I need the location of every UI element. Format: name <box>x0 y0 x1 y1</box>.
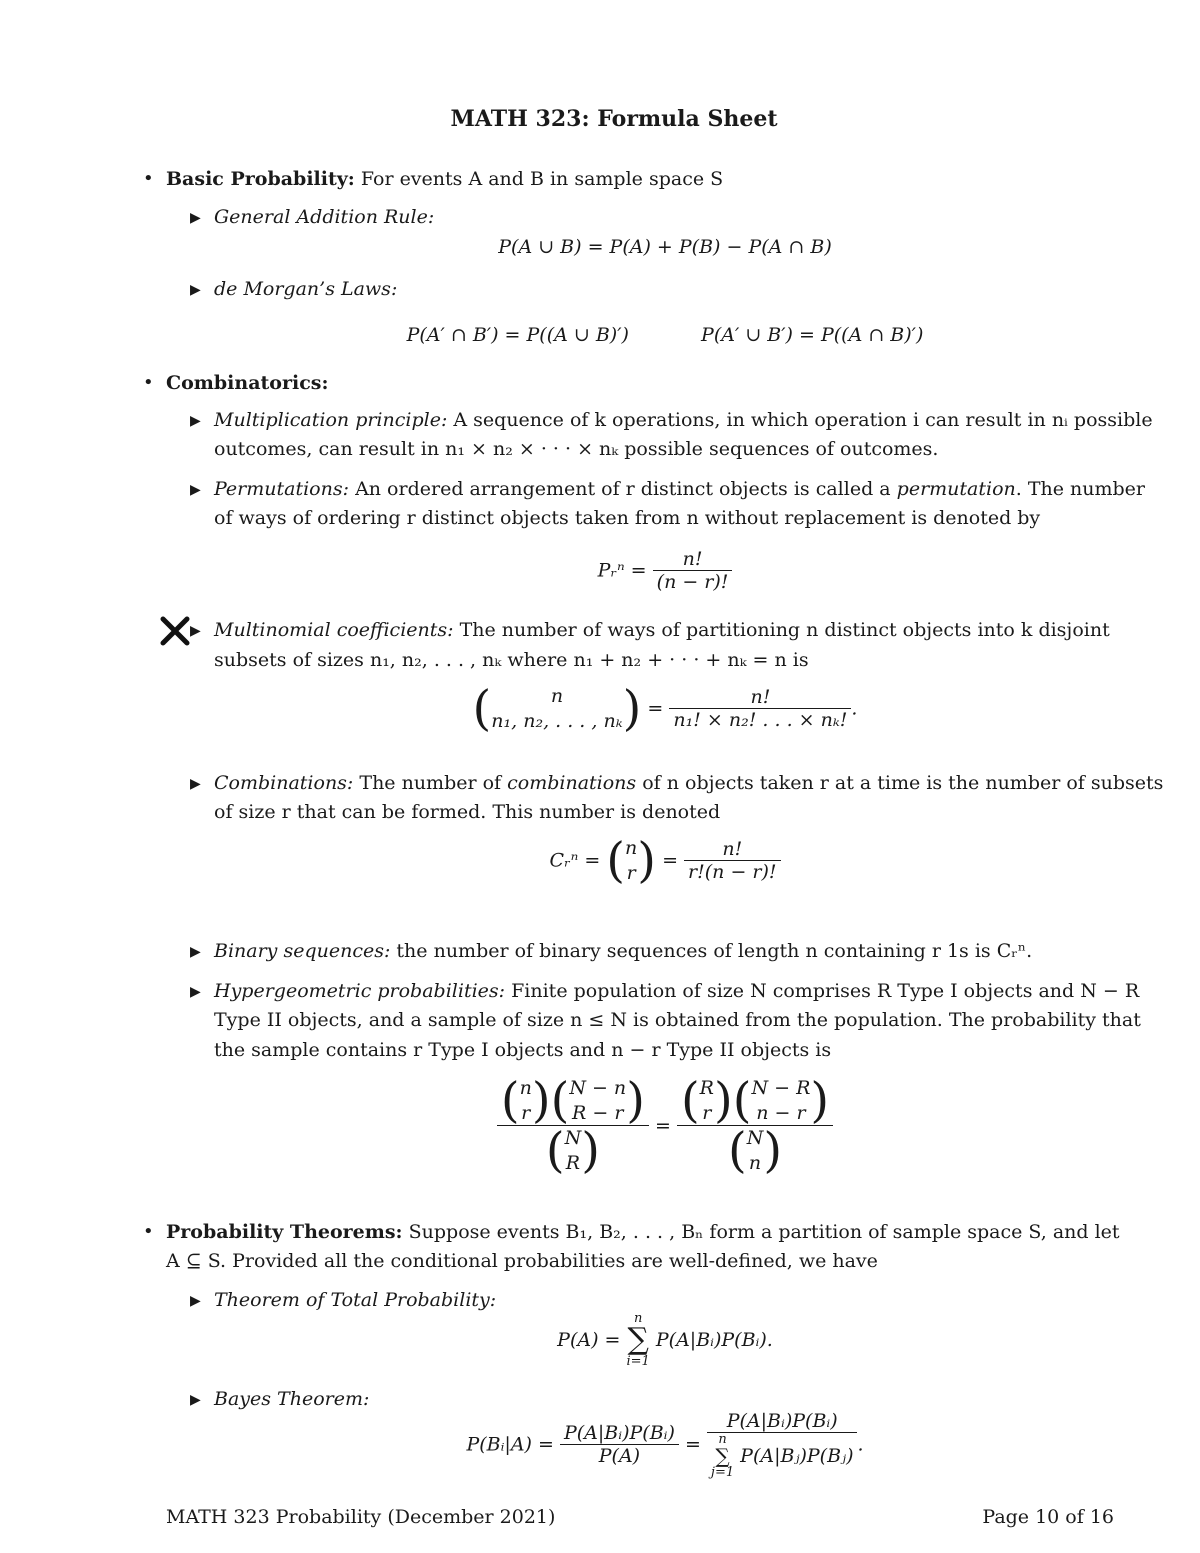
binary-sequences: Binary sequences: the number of binary sequences of length n containing r 1s is Cᵣⁿ. <box>214 940 1033 962</box>
mult-text-2: outcomes, can result in n₁ × n₂ × · · · × nₖ possible sequences of outcomes. <box>214 438 939 460</box>
multi-label: Multinomial coefficients: <box>214 619 454 641</box>
comb-formula: Cᵣⁿ = ( n r ) = $\frac{n!}{r!(n - r)!}$ <box>0 836 1200 885</box>
comb-label: Combinations: <box>214 772 354 794</box>
hyper-formula: ( n r )( N − n R − r ) ( N R ) = ( R r )( N − R n − r ) ( N n ) <box>0 1076 1200 1176</box>
comb-text-2: of size r that can be formed. This number is denoted <box>214 801 721 823</box>
bullet-combinatorics: • <box>143 372 154 393</box>
total-prob-formula: P(A) = n ∑ i=1 P(A|Bᵢ)P(Bᵢ). <box>557 1311 773 1369</box>
hyper-text-3: the sample contains r Type I objects and n − r Type II objects is <box>214 1039 832 1061</box>
perm-formula: Pᵣⁿ = $\frac{n!}{(n - r)!}$ <box>0 548 1200 593</box>
basic-intro: For events A and B in sample space S <box>360 168 724 190</box>
permutations: Permutations: An ordered arrangement of r distinct objects is called a permutation. The number <box>214 478 1146 500</box>
theorems-section: Probability Theorems: Suppose events B₁, B₂, . . . , Bₙ form a partition of sample space S, and let <box>166 1221 1120 1243</box>
arrow-icon: ▶ <box>190 984 201 1000</box>
combinations: Combinations: The number of combinations of n objects taken r at a time is the number of subsets <box>214 772 1164 794</box>
combinatorics-heading: Combinatorics: <box>166 372 329 394</box>
basic-section <box>166 168 723 190</box>
total-prob-label: Theorem of Total Probability: <box>214 1289 497 1311</box>
multi-text-2: subsets of sizes n₁, n₂, . . . , nₖ where n₁ + n₂ + · · · + nₖ = n is <box>214 649 809 671</box>
mult-principle <box>214 409 1153 431</box>
perm-text-2: of ways of ordering r distinct objects taken from n without replacement is denoted by <box>214 507 1041 529</box>
page-title: MATH 323: Formula Sheet <box>450 106 778 132</box>
multi-formula: ( n n₁, n₂, . . . , nₖ ) = $\frac{n!}{\text{n₁! × n₂! . . . × nₖ!}}$ . <box>472 680 858 737</box>
demorgan-label: de Morgan’s Laws: <box>214 278 398 300</box>
perm-label: Permutations: <box>214 478 350 500</box>
arrow-icon: ▶ <box>190 1293 201 1309</box>
bayes-label: Bayes Theorem: <box>214 1388 370 1410</box>
arrow-icon: ▶ <box>190 776 201 792</box>
footer-left: MATH 323 Probability (December 2021) <box>166 1506 556 1528</box>
addition-label: General Addition Rule: <box>214 206 435 228</box>
binary-label: Binary sequences: <box>214 940 391 962</box>
bullet-basic: • <box>143 168 154 189</box>
mult-label: Multiplication principle: <box>214 409 448 431</box>
theorems-intro-2: A ⊆ S. Provided all the conditional probabilities are well-defined, we have <box>166 1250 878 1272</box>
hyper-text-2: Type II objects, and a sample of size n ≤ N is obtained from the population. The probability that <box>214 1009 1141 1031</box>
hypergeometric: Hypergeometric probabilities: Finite population of size N comprises R Type I objects and N − R <box>214 980 1140 1002</box>
multinomial: Multinomial coefficients: The number of ways of partitioning n distinct objects into k disjoint <box>214 619 1110 641</box>
mult-text-1: A sequence of k operations, in which operation i can result in nᵢ possible <box>453 409 1153 431</box>
basic-heading: Basic Probability: <box>166 168 355 190</box>
demorgan-formula-1: P(A′ ∩ B′) = P((A ∪ B)′) <box>406 324 629 346</box>
theorems-heading: Probability Theorems: <box>166 1221 403 1243</box>
arrow-icon: ▶ <box>190 482 201 498</box>
arrow-icon: ▶ <box>190 623 201 639</box>
arrow-icon: ▶ <box>190 282 201 298</box>
hyper-label: Hypergeometric probabilities: <box>214 980 506 1002</box>
arrow-icon: ▶ <box>190 210 201 226</box>
demorgan-formula-2: P(A′ ∪ B′) = P((A ∩ B)′) <box>701 324 924 346</box>
bullet-theorems: • <box>143 1221 154 1242</box>
arrow-icon: ▶ <box>190 1392 201 1408</box>
bayes-formula: P(Bᵢ|A) = $\frac{\text{P(A|Bᵢ)P(Bᵢ)}}{P(A)}$ = P(A|Bᵢ)P(Bᵢ) n ∑ j=1 P(A|Bⱼ)P(Bⱼ) . <box>466 1410 864 1480</box>
demorgan-formulas <box>0 324 1200 346</box>
arrow-icon: ▶ <box>190 944 201 960</box>
cross-mark-icon <box>160 616 190 646</box>
arrow-icon: ▶ <box>190 413 201 429</box>
footer-page-number: Page 10 of 16 <box>982 1506 1114 1528</box>
addition-formula: P(A ∪ B) = P(A) + P(B) − P(A ∩ B) <box>498 236 832 258</box>
